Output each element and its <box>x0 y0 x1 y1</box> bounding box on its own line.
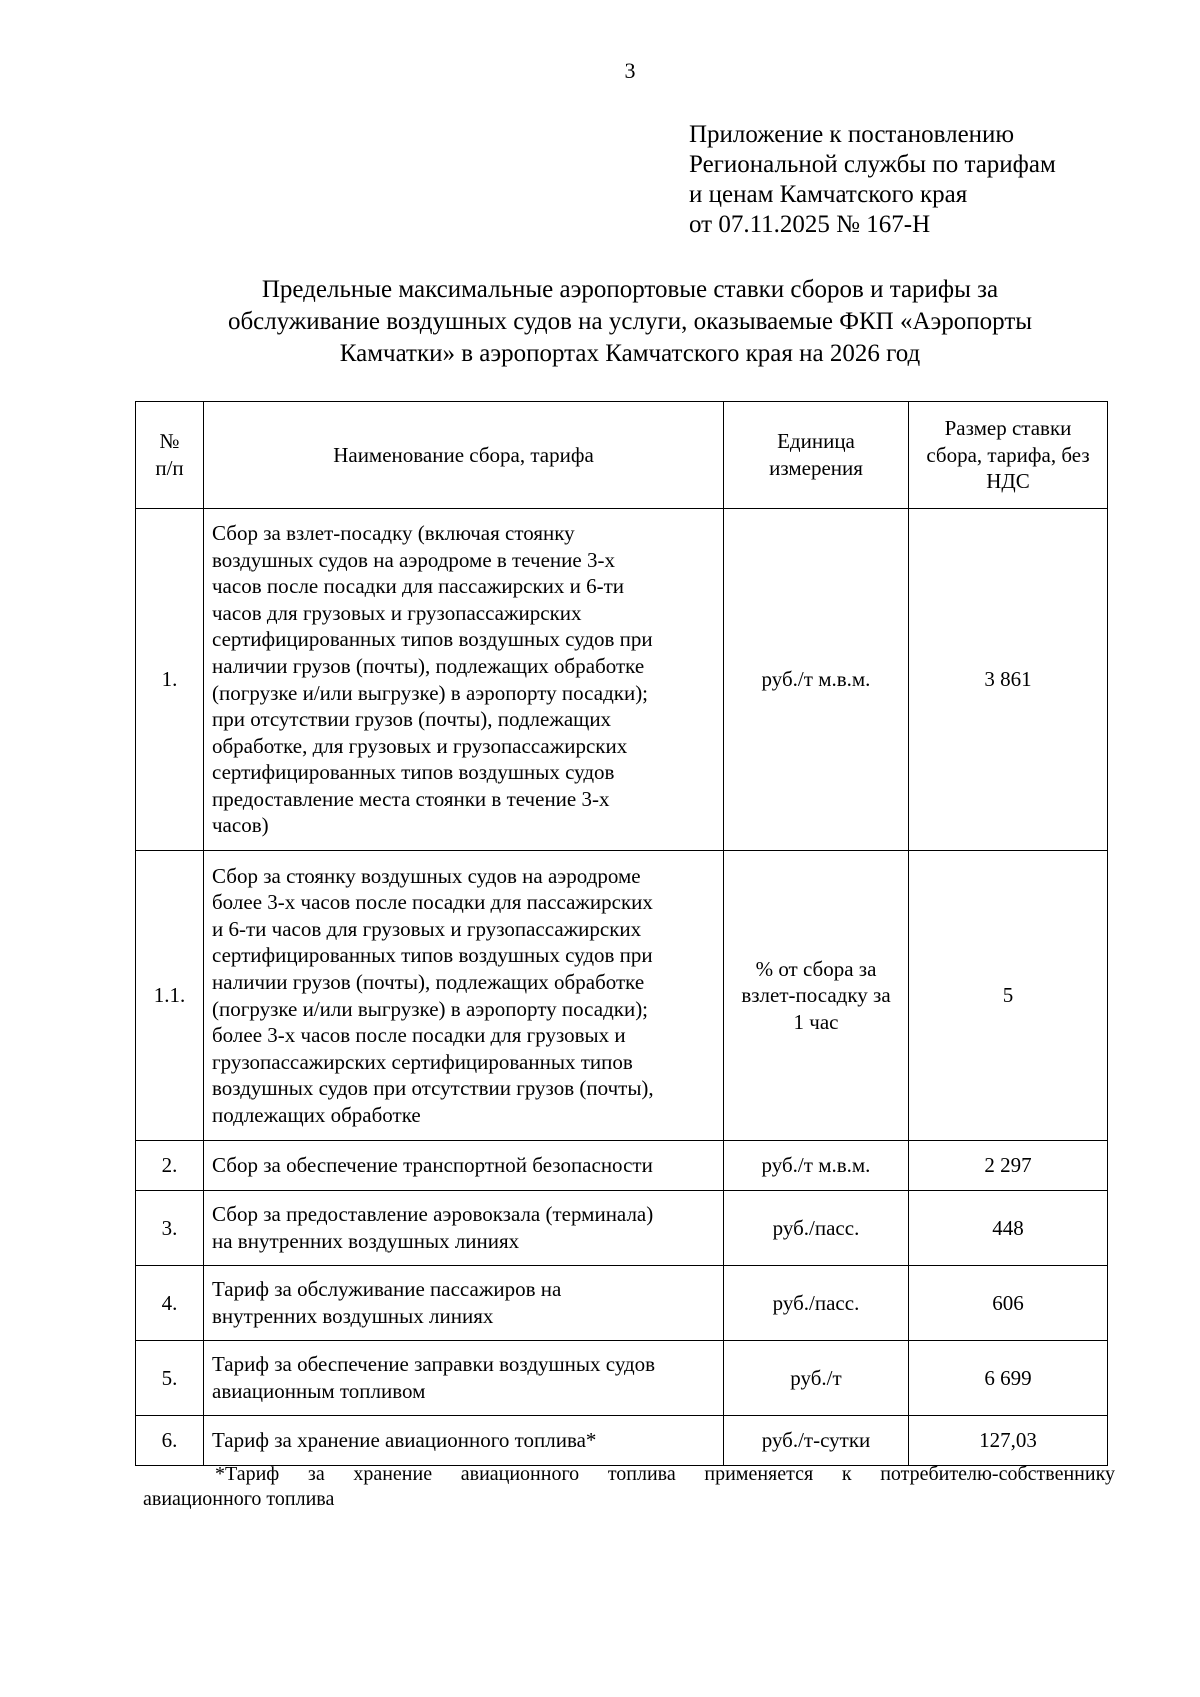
row-name-line: Сбор за стоянку воздушных судов на аэродроме <box>212 863 641 888</box>
row-name <box>204 1266 724 1341</box>
appendix-line: Приложение к постановлению <box>689 121 1015 148</box>
row-unit <box>724 1341 909 1416</box>
row-name-line: предоставление места стоянки в течение 3-х <box>212 786 610 811</box>
table-row <box>136 1341 1108 1416</box>
header-value: Размер ставки сбора, тарифа, без НДС <box>909 402 1108 509</box>
row-name-line: Сбор за обеспечение транспортной безопасности <box>212 1153 653 1178</box>
row-name-line: наличии грузов (почты), подлежащих обработке <box>212 969 645 994</box>
row-name <box>204 509 724 851</box>
row-number: 6. <box>136 1416 204 1466</box>
footnote-line: авиационного топлива <box>143 1488 335 1510</box>
row-name-line: (погрузке и/или выгрузке) в аэропорту посадки); <box>212 996 649 1021</box>
row-number: 3. <box>136 1191 204 1266</box>
table-body <box>136 509 1108 1466</box>
row-name-line: Тариф за обеспечение заправки воздушных судов <box>212 1352 656 1377</box>
row-number: 2. <box>136 1141 204 1191</box>
row-name-line: авиационным топливом <box>212 1379 426 1403</box>
table-row <box>136 1141 1108 1191</box>
row-unit <box>724 1416 909 1466</box>
row-value: 127,03 <box>909 1416 1108 1466</box>
title-line: обслуживание воздушных судов на услуги, оказываемые ФКП «Аэропорты <box>227 308 1033 335</box>
footnote <box>143 1462 1115 1512</box>
row-name-line: внутренних воздушных линиях <box>212 1304 494 1328</box>
row-name-line: сертифицированных типов воздушных судов при <box>212 627 653 652</box>
row-name-line: более 3-х часов после посадки для пассажирских <box>212 890 653 915</box>
row-unit-line: % от сбора за <box>755 956 877 981</box>
row-name-line: воздушных судов при отсутствии грузов (почты), <box>212 1076 654 1101</box>
row-name <box>204 1191 724 1266</box>
row-name-line: сертифицированных типов воздушных судов при <box>212 943 653 968</box>
row-name-line: Тариф за хранение авиационного топлива* <box>212 1428 597 1453</box>
table-row <box>136 1416 1108 1466</box>
row-name-line: часов) <box>212 813 269 838</box>
row-name-line: (погрузке и/или выгрузке) в аэропорту посадки); <box>212 680 649 705</box>
appendix-line: Региональной службы по тарифам <box>689 151 1056 178</box>
row-value: 6 699 <box>909 1341 1108 1416</box>
row-unit <box>724 509 909 851</box>
header-name: Наименование сбора, тарифа <box>204 402 724 509</box>
row-name <box>204 1141 724 1191</box>
row-name-line: часов для грузовых и грузопассажирских <box>212 600 582 625</box>
row-name-line: воздушных судов на аэродроме в течение 3-х <box>212 547 615 572</box>
row-unit-line: руб./т-сутки <box>761 1428 871 1453</box>
row-name-line: при отсутствии грузов (почты), подлежащих <box>212 707 612 732</box>
tariff-table <box>135 401 1108 1466</box>
row-value: 448 <box>909 1191 1108 1266</box>
row-name-line: обработке, для грузовых и грузопассажирских <box>212 733 628 758</box>
table-header-row <box>136 402 1108 509</box>
document-title <box>120 274 1140 370</box>
row-name <box>204 1341 724 1416</box>
row-value: 5 <box>909 851 1108 1141</box>
row-name-line: наличии грузов (почты), подлежащих обработке <box>212 653 645 678</box>
row-unit-line: руб./пасс. <box>772 1215 860 1240</box>
row-name-line: грузопассажирских сертифицированных типов <box>212 1049 633 1074</box>
row-unit <box>724 1266 909 1341</box>
row-unit-line: взлет-посадку за <box>741 983 891 1008</box>
page-number: 3 <box>624 58 636 83</box>
row-unit-line: 1 час <box>793 1009 839 1034</box>
row-name-line: на внутренних воздушных линиях <box>212 1229 520 1253</box>
row-number: 5. <box>136 1341 204 1416</box>
row-value: 3 861 <box>909 509 1108 851</box>
row-name-line: более 3-х часов после посадки для грузовых и <box>212 1023 626 1048</box>
table-row <box>136 1191 1108 1266</box>
row-name-line: сертифицированных типов воздушных судов <box>212 760 615 785</box>
row-name <box>204 1416 724 1466</box>
row-number: 1.1. <box>136 851 204 1141</box>
row-value: 2 297 <box>909 1141 1108 1191</box>
title-line: Предельные максимальные аэропортовые ставки сборов и тарифы за <box>261 276 999 303</box>
row-unit <box>724 1191 909 1266</box>
appendix-reference <box>689 120 1056 240</box>
row-name-line: Сбор за предоставление аэровокзала (терминала) <box>212 1202 654 1227</box>
row-name <box>204 851 724 1141</box>
table-row <box>136 851 1108 1141</box>
appendix-line: и ценам Камчатского края <box>689 181 968 208</box>
row-unit-line: руб./т м.в.м. <box>761 1153 871 1178</box>
header-unit: Единица измерения <box>724 402 909 509</box>
row-name-line: Тариф за обслуживание пассажиров на <box>212 1277 562 1302</box>
row-unit <box>724 1141 909 1191</box>
row-unit <box>724 851 909 1141</box>
row-unit-line: руб./т м.в.м. <box>761 667 871 692</box>
table-row <box>136 509 1108 851</box>
table-row <box>136 1266 1108 1341</box>
row-number: 1. <box>136 509 204 851</box>
title-line: Камчатки» в аэропортах Камчатского края на 2026 год <box>339 340 921 367</box>
row-name-line: часов после посадки для пассажирских и 6-ти <box>212 574 625 599</box>
row-unit-line: руб./пасс. <box>772 1290 860 1315</box>
row-value: 606 <box>909 1266 1108 1341</box>
row-unit-line: руб./т <box>790 1365 842 1390</box>
row-number: 4. <box>136 1266 204 1341</box>
appendix-line: от 07.11.2025 № 167-Н <box>689 211 931 238</box>
header-num: № п/п <box>136 402 204 509</box>
row-name-line: подлежащих обработке <box>212 1102 421 1127</box>
row-name-line: и 6-ти часов для грузовых и грузопассажирских <box>212 916 642 941</box>
footnote-line: *Тариф за хранение авиационного топлива применяется к потребителю-собственнику <box>215 1463 1115 1485</box>
row-name-line: Сбор за взлет-посадку (включая стоянку <box>212 520 575 545</box>
